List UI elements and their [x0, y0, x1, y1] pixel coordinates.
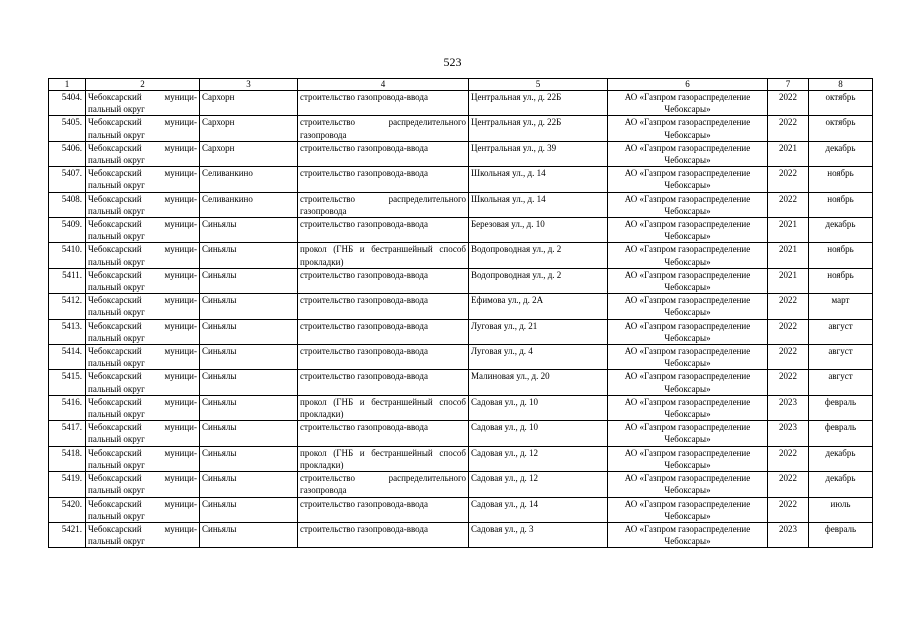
locality-cell: Синьялы	[200, 319, 298, 344]
month-cell: февраль	[809, 421, 873, 446]
address-cell: Школьная ул., д. 14	[469, 167, 608, 192]
column-header: 4	[298, 79, 469, 91]
district-cell: Чебоксарский муници-пальный округ	[86, 395, 200, 420]
row-number-cell: 5406.	[49, 141, 86, 166]
month-cell: март	[809, 294, 873, 319]
organization-cell: АО «Газпром газораспределение Чебоксары»	[608, 192, 768, 217]
work-type-cell: строительство распределительного газопровода	[298, 472, 469, 497]
organization-cell: АО «Газпром газораспределение Чебоксары»	[608, 294, 768, 319]
locality-cell: Синьялы	[200, 421, 298, 446]
district-cell: Чебоксарский муници-пальный округ	[86, 446, 200, 471]
year-cell: 2023	[768, 522, 809, 547]
table-row	[49, 345, 873, 370]
organization-cell: АО «Газпром газораспределение Чебоксары»	[608, 345, 768, 370]
district-cell: Чебоксарский муници-пальный округ	[86, 319, 200, 344]
year-cell: 2022	[768, 167, 809, 192]
month-cell: декабрь	[809, 141, 873, 166]
locality-cell: Синьялы	[200, 243, 298, 268]
row-number-cell: 5421.	[49, 522, 86, 547]
work-type-cell: строительство газопровода-ввода	[298, 421, 469, 446]
month-cell: декабрь	[809, 472, 873, 497]
work-type-cell: строительство газопровода-ввода	[298, 141, 469, 166]
month-cell: октябрь	[809, 116, 873, 141]
row-number-cell: 5420.	[49, 497, 86, 522]
header-row	[49, 79, 873, 91]
address-cell: Центральная ул., д. 22Б	[469, 91, 608, 116]
organization-cell: АО «Газпром газораспределение Чебоксары»	[608, 167, 768, 192]
work-type-cell: строительство газопровода-ввода	[298, 370, 469, 395]
work-type-cell: строительство распределительного газопровода	[298, 192, 469, 217]
address-cell: Луговая ул., д. 4	[469, 345, 608, 370]
row-number-cell: 5412.	[49, 294, 86, 319]
locality-cell: Селиванкино	[200, 167, 298, 192]
month-cell: август	[809, 370, 873, 395]
year-cell: 2022	[768, 91, 809, 116]
work-type-cell: строительство газопровода-ввода	[298, 268, 469, 293]
organization-cell: АО «Газпром газораспределение Чебоксары»	[608, 446, 768, 471]
row-number-cell: 5414.	[49, 345, 86, 370]
locality-cell: Синьялы	[200, 345, 298, 370]
address-cell: Садовая ул., д. 10	[469, 421, 608, 446]
column-header: 3	[200, 79, 298, 91]
table-row	[49, 268, 873, 293]
work-type-cell: прокол (ГНБ и бестраншейный способ прокладки)	[298, 243, 469, 268]
month-cell: октябрь	[809, 91, 873, 116]
table-row	[49, 319, 873, 344]
address-cell: Центральная ул., д. 39	[469, 141, 608, 166]
month-cell: декабрь	[809, 218, 873, 243]
year-cell: 2022	[768, 370, 809, 395]
organization-cell: АО «Газпром газораспределение Чебоксары»	[608, 141, 768, 166]
district-cell: Чебоксарский муници-пальный округ	[86, 192, 200, 217]
row-number-cell: 5404.	[49, 91, 86, 116]
district-cell: Чебоксарский муници-пальный округ	[86, 268, 200, 293]
organization-cell: АО «Газпром газораспределение Чебоксары»	[608, 370, 768, 395]
year-cell: 2022	[768, 116, 809, 141]
table-row	[49, 497, 873, 522]
table-row	[49, 141, 873, 166]
organization-cell: АО «Газпром газораспределение Чебоксары»	[608, 421, 768, 446]
work-type-cell: строительство газопровода-ввода	[298, 345, 469, 370]
address-cell: Луговая ул., д. 21	[469, 319, 608, 344]
column-header: 7	[768, 79, 809, 91]
district-cell: Чебоксарский муници-пальный округ	[86, 167, 200, 192]
month-cell: ноябрь	[809, 167, 873, 192]
table-row	[49, 370, 873, 395]
table-row	[49, 421, 873, 446]
district-cell: Чебоксарский муници-пальный округ	[86, 421, 200, 446]
work-type-cell: прокол (ГНБ и бестраншейный способ прокладки)	[298, 395, 469, 420]
locality-cell: Синьялы	[200, 370, 298, 395]
row-number-cell: 5416.	[49, 395, 86, 420]
month-cell: июль	[809, 497, 873, 522]
locality-cell: Синьялы	[200, 497, 298, 522]
row-number-cell: 5413.	[49, 319, 86, 344]
year-cell: 2021	[768, 218, 809, 243]
work-type-cell: строительство газопровода-ввода	[298, 319, 469, 344]
organization-cell: АО «Газпром газораспределение Чебоксары»	[608, 395, 768, 420]
month-cell: ноябрь	[809, 243, 873, 268]
locality-cell: Синьялы	[200, 218, 298, 243]
district-cell: Чебоксарский муници-пальный округ	[86, 522, 200, 547]
organization-cell: АО «Газпром газораспределение Чебоксары»	[608, 218, 768, 243]
district-cell: Чебоксарский муници-пальный округ	[86, 218, 200, 243]
work-type-cell: строительство газопровода-ввода	[298, 91, 469, 116]
locality-cell: Синьялы	[200, 268, 298, 293]
table-row	[49, 243, 873, 268]
column-header: 6	[608, 79, 768, 91]
work-type-cell: строительство газопровода-ввода	[298, 167, 469, 192]
district-cell: Чебоксарский муници-пальный округ	[86, 472, 200, 497]
address-cell: Водопроводная ул., д. 2	[469, 243, 608, 268]
year-cell: 2021	[768, 268, 809, 293]
address-cell: Садовая ул., д. 14	[469, 497, 608, 522]
column-header: 5	[469, 79, 608, 91]
work-type-cell: строительство распределительного газопровода	[298, 116, 469, 141]
table-row	[49, 91, 873, 116]
year-cell: 2023	[768, 395, 809, 420]
table-row	[49, 192, 873, 217]
organization-cell: АО «Газпром газораспределение Чебоксары»	[608, 522, 768, 547]
address-cell: Садовая ул., д. 12	[469, 446, 608, 471]
row-number-cell: 5417.	[49, 421, 86, 446]
organization-cell: АО «Газпром газораспределение Чебоксары»	[608, 497, 768, 522]
work-type-cell: строительство газопровода-ввода	[298, 497, 469, 522]
address-cell: Садовая ул., д. 3	[469, 522, 608, 547]
row-number-cell: 5411.	[49, 268, 86, 293]
organization-cell: АО «Газпром газораспределение Чебоксары»	[608, 91, 768, 116]
month-cell: декабрь	[809, 446, 873, 471]
work-type-cell: строительство газопровода-ввода	[298, 522, 469, 547]
district-cell: Чебоксарский муници-пальный округ	[86, 370, 200, 395]
year-cell: 2022	[768, 319, 809, 344]
address-cell: Школьная ул., д. 14	[469, 192, 608, 217]
row-number-cell: 5415.	[49, 370, 86, 395]
locality-cell: Сархорн	[200, 141, 298, 166]
address-cell: Садовая ул., д. 10	[469, 395, 608, 420]
table-row	[49, 446, 873, 471]
table-body	[49, 91, 873, 548]
district-cell: Чебоксарский муници-пальный округ	[86, 497, 200, 522]
locality-cell: Селиванкино	[200, 192, 298, 217]
organization-cell: АО «Газпром газораспределение Чебоксары»	[608, 116, 768, 141]
row-number-cell: 5405.	[49, 116, 86, 141]
month-cell: февраль	[809, 522, 873, 547]
table-row	[49, 294, 873, 319]
row-number-cell: 5408.	[49, 192, 86, 217]
year-cell: 2023	[768, 421, 809, 446]
address-cell: Водопроводная ул., д. 2	[469, 268, 608, 293]
row-number-cell: 5407.	[49, 167, 86, 192]
year-cell: 2022	[768, 472, 809, 497]
table-row	[49, 472, 873, 497]
table-row	[49, 395, 873, 420]
year-cell: 2022	[768, 345, 809, 370]
work-type-cell: строительство газопровода-ввода	[298, 218, 469, 243]
organization-cell: АО «Газпром газораспределение Чебоксары»	[608, 319, 768, 344]
locality-cell: Синьялы	[200, 472, 298, 497]
organization-cell: АО «Газпром газораспределение Чебоксары»	[608, 268, 768, 293]
district-cell: Чебоксарский муници-пальный округ	[86, 294, 200, 319]
row-number-cell: 5418.	[49, 446, 86, 471]
month-cell: ноябрь	[809, 268, 873, 293]
year-cell: 2022	[768, 192, 809, 217]
locality-cell: Синьялы	[200, 522, 298, 547]
month-cell: август	[809, 319, 873, 344]
row-number-cell: 5410.	[49, 243, 86, 268]
year-cell: 2021	[768, 243, 809, 268]
locality-cell: Сархорн	[200, 116, 298, 141]
organization-cell: АО «Газпром газораспределение Чебоксары»	[608, 472, 768, 497]
table-row	[49, 116, 873, 141]
work-type-cell: строительство газопровода-ввода	[298, 294, 469, 319]
district-cell: Чебоксарский муници-пальный округ	[86, 243, 200, 268]
year-cell: 2022	[768, 446, 809, 471]
column-header: 8	[809, 79, 873, 91]
table-row	[49, 522, 873, 547]
year-cell: 2022	[768, 497, 809, 522]
work-type-cell: прокол (ГНБ и бестраншейный способ прокладки)	[298, 446, 469, 471]
year-cell: 2021	[768, 141, 809, 166]
address-cell: Садовая ул., д. 12	[469, 472, 608, 497]
table-row	[49, 218, 873, 243]
locality-cell: Синьялы	[200, 294, 298, 319]
district-cell: Чебоксарский муници-пальный округ	[86, 141, 200, 166]
year-cell: 2022	[768, 294, 809, 319]
district-cell: Чебоксарский муници-пальный округ	[86, 116, 200, 141]
row-number-cell: 5409.	[49, 218, 86, 243]
column-header: 1	[49, 79, 86, 91]
address-cell: Малиновая ул., д. 20	[469, 370, 608, 395]
row-number-cell: 5419.	[49, 472, 86, 497]
locality-cell: Сархорн	[200, 91, 298, 116]
month-cell: ноябрь	[809, 192, 873, 217]
table-row	[49, 167, 873, 192]
gasification-table	[48, 78, 873, 548]
address-cell: Березовая ул., д. 10	[469, 218, 608, 243]
address-cell: Ефимова ул., д. 2А	[469, 294, 608, 319]
column-header: 2	[86, 79, 200, 91]
district-cell: Чебоксарский муници-пальный округ	[86, 345, 200, 370]
district-cell: Чебоксарский муници-пальный округ	[86, 91, 200, 116]
locality-cell: Синьялы	[200, 395, 298, 420]
month-cell: февраль	[809, 395, 873, 420]
address-cell: Центральная ул., д. 22Б	[469, 116, 608, 141]
locality-cell: Синьялы	[200, 446, 298, 471]
month-cell: август	[809, 345, 873, 370]
organization-cell: АО «Газпром газораспределение Чебоксары»	[608, 243, 768, 268]
page-number: 523	[443, 55, 462, 69]
